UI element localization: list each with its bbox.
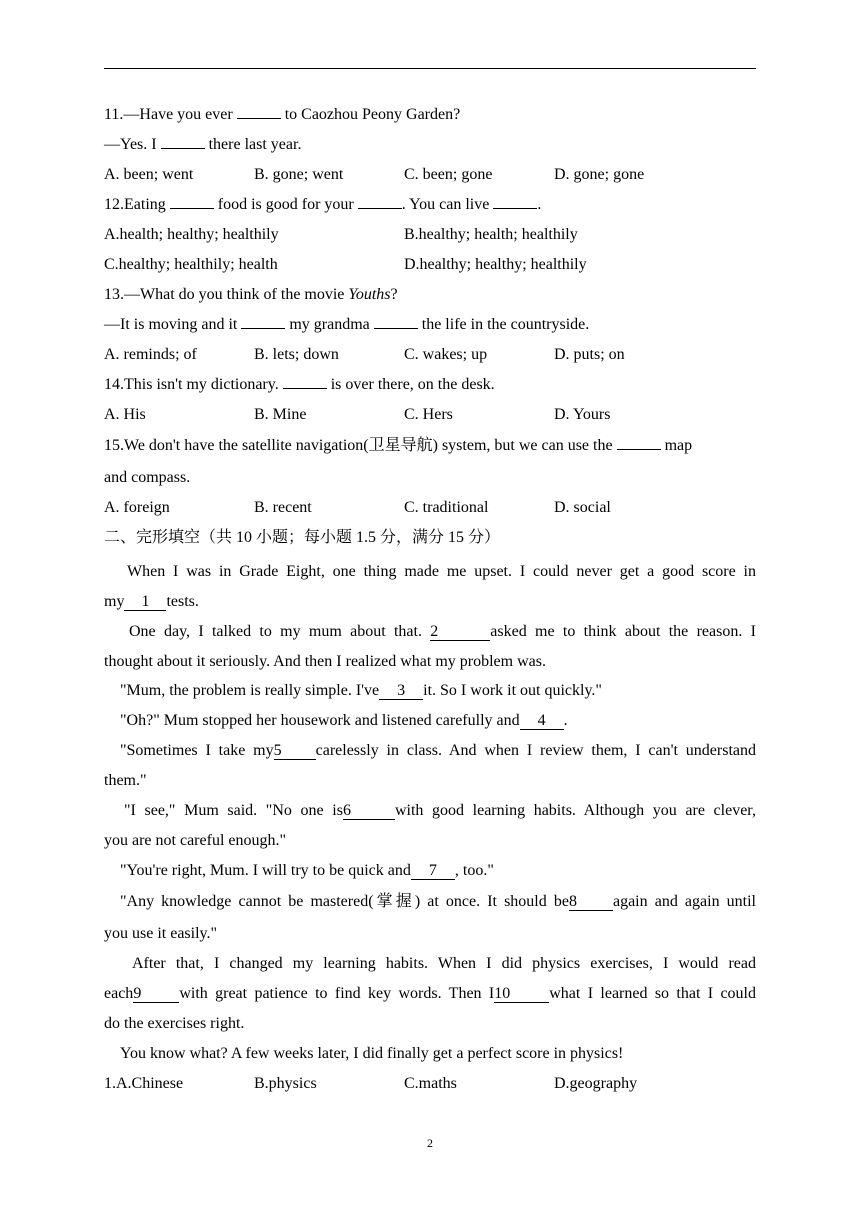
q11-reply: —Yes. I there last year. (104, 136, 302, 153)
cloze-blank-4[interactable]: 4 (520, 713, 564, 730)
passage-line: you use it easily." (104, 925, 218, 942)
cloze-blank-10[interactable]: 10 (494, 986, 549, 1003)
option-b[interactable]: B. Mine (254, 406, 307, 423)
header-rule (104, 68, 756, 69)
option-c[interactable]: C. wakes; up (404, 346, 488, 363)
option-c[interactable]: C.healthy; healthily; health (104, 256, 278, 273)
passage-line: "Oh?" Mum stopped her housework and listened carefully and 4 . (120, 712, 568, 729)
answer-blank[interactable] (617, 449, 661, 450)
cloze-blank-7[interactable]: 7 (411, 863, 455, 880)
q14-stem: 14.This isn't my dictionary. is over there, on the desk. (104, 376, 495, 393)
cloze-blank-8[interactable]: 8 (569, 894, 613, 911)
answer-blank[interactable] (237, 118, 281, 119)
q13-stem: 13.—What do you think of the movie Youths? (104, 286, 398, 303)
movie-title: Youths (348, 286, 391, 303)
option-c[interactable]: C.maths (404, 1075, 457, 1092)
answer-blank[interactable] (161, 148, 205, 149)
option-c[interactable]: C. been; gone (404, 166, 493, 183)
q15-stem-cont: and compass. (104, 469, 191, 486)
passage-line: One day, I talked to my mum about that. 2 asked me to think about the reason. I (129, 623, 756, 640)
option-c[interactable]: C. Hers (404, 406, 453, 423)
option-d[interactable]: D. puts; on (554, 346, 625, 363)
option-b[interactable]: B. lets; down (254, 346, 339, 363)
q13-reply: —It is moving and it my grandma the life in the countryside. (104, 316, 590, 333)
option-d[interactable]: D. gone; gone (554, 166, 645, 183)
passage-line: my 1 tests. (104, 593, 199, 610)
option-b[interactable]: B.healthy; health; healthily (404, 226, 578, 243)
passage-line: "I see," Mum said. "No one is6 with good learning habits. Although you are clever, (124, 802, 756, 819)
page-number: 2 (427, 1136, 433, 1150)
answer-blank[interactable] (493, 208, 537, 209)
answer-blank[interactable] (241, 328, 285, 329)
option-b[interactable]: B. recent (254, 499, 312, 516)
passage-line: them." (104, 772, 147, 789)
option-b[interactable]: B. gone; went (254, 166, 344, 183)
answer-blank[interactable] (358, 208, 402, 209)
passage-line: "Any knowledge cannot be mastered(掌握) at once. It should be8 again and again until (120, 893, 757, 910)
passage-line: After that, I changed my learning habits. When I did physics exercises, I would read (132, 955, 756, 972)
answer-blank[interactable] (374, 328, 418, 329)
passage-line: "Sometimes I take my5 carelessly in class. And when I review them, I can't understand (120, 742, 757, 759)
option-d[interactable]: D.geography (554, 1075, 638, 1092)
option-a[interactable]: 1.A.Chinese (104, 1075, 184, 1092)
option-a[interactable]: A. reminds; of (104, 346, 197, 363)
cloze-blank-1[interactable]: 1 (124, 594, 166, 611)
passage-line: "Mum, the problem is really simple. I've 3 it. So I work it out quickly." (120, 682, 602, 699)
passage-line: you are not careful enough." (104, 832, 287, 849)
option-d[interactable]: D.healthy; healthy; healthily (404, 256, 587, 273)
cloze-blank-6[interactable]: 6 (343, 803, 395, 820)
answer-blank[interactable] (283, 388, 327, 389)
cloze-blank-2[interactable]: 2 (430, 624, 490, 641)
q12-stem: 12.Eating food is good for your . You can live . (104, 196, 542, 213)
option-c[interactable]: C. traditional (404, 499, 489, 516)
q15-stem: 15.We don't have the satellite navigation(卫星导航) system, but we can use the map (104, 437, 693, 454)
option-a[interactable]: A. foreign (104, 499, 170, 516)
passage-line: do the exercises right. (104, 1015, 245, 1032)
passage-line: When I was in Grade Eight, one thing made me upset. I could never get a good score in (127, 563, 756, 580)
passage-line: "You're right, Mum. I will try to be quick and 7 , too." (120, 862, 494, 879)
option-d[interactable]: D. social (554, 499, 611, 516)
option-a[interactable]: A.health; healthy; healthily (104, 226, 279, 243)
passage-line: each9 with great patience to find key words. Then I10 what I learned so that I could (104, 985, 757, 1002)
passage-line: You know what? A few weeks later, I did finally get a perfect score in physics! (120, 1045, 624, 1062)
cloze-blank-5[interactable]: 5 (274, 743, 316, 760)
q11-stem: 11.—Have you ever to Caozhou Peony Garden? (104, 106, 461, 123)
passage-line: thought about it seriously. And then I realized what my problem was. (104, 653, 546, 670)
section-heading: 二、完形填空（共 10 小题；每小题 1.5 分，满分 15 分） (104, 529, 501, 546)
answer-blank[interactable] (170, 208, 214, 209)
option-a[interactable]: A. been; went (104, 166, 194, 183)
option-b[interactable]: B.physics (254, 1075, 317, 1092)
cloze-blank-9[interactable]: 9 (133, 986, 179, 1003)
option-a[interactable]: A. His (104, 406, 146, 423)
option-d[interactable]: D. Yours (554, 406, 611, 423)
cloze-blank-3[interactable]: 3 (379, 683, 423, 700)
